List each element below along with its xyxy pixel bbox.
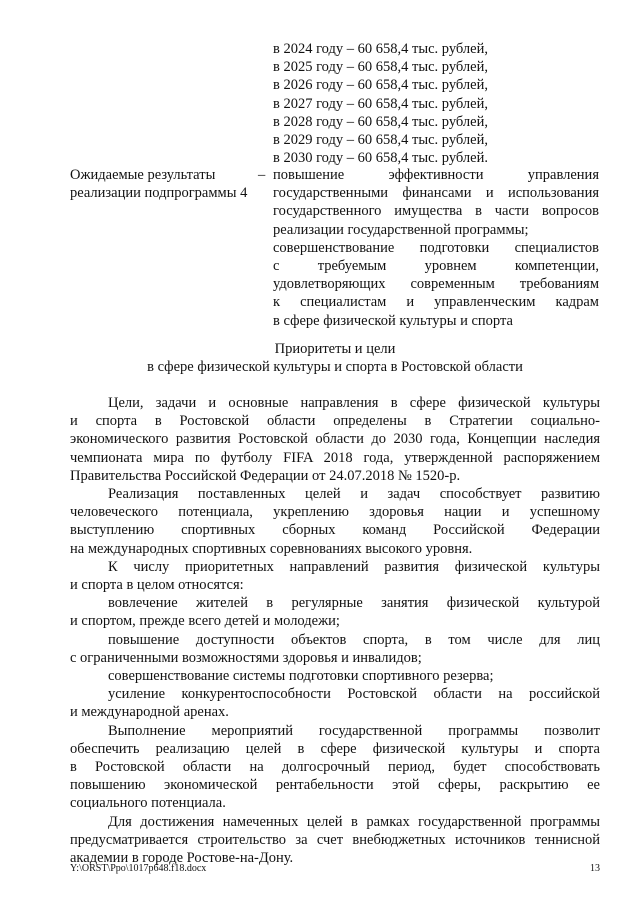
funding-line: в 2030 году – 60 658,4 тыс. рублей. <box>273 150 488 167</box>
funding-line: в 2027 году – 60 658,4 тыс. рублей, <box>273 95 488 112</box>
paragraph: Для достижения намеченных целей в рамках государственной программы предусматривается строительство за счет внебюджетных источников теннисной академии в городе Ростове-на-Дону. <box>70 813 600 867</box>
results-dash: – <box>258 167 266 183</box>
paragraph: Цели, задачи и основные направления в сфере физической культуры и спорта в Ростовской области определены в Стратегии социально- экономического развития Ростовской области до 2030 года, Концепции наследия чемпионата мира по футболу FIFA 2018 года, утвержденной распоряжением Правительства Российской Федерации от 24.07.2018 № 1520-р. <box>70 395 600 484</box>
funding-line: в 2026 году – 60 658,4 тыс. рублей, <box>273 77 488 94</box>
page-footer <box>70 863 600 875</box>
paragraph: совершенствование системы подготовки спортивного резерва; <box>108 668 494 685</box>
paragraph: Реализация поставленных целей и задач способствует развитию человеческого потенциала, укреплению здоровья нации и успешному выступлению спортивных сборных команд Российской Федерации на международных спортивных соревнованиях высокого уровня. <box>70 486 600 557</box>
body-text <box>70 394 600 867</box>
funding-list <box>273 40 488 167</box>
funding-line: в 2029 году – 60 658,4 тыс. рублей, <box>273 132 488 149</box>
paragraph: усиление конкурентоспособности Ростовской области на российской и международной аренах. <box>70 686 600 721</box>
funding-line: в 2024 году – 60 658,4 тыс. рублей, <box>273 41 488 57</box>
paragraph: Выполнение мероприятий государственной программы позволит обеспечить реализацию целей в сфере физической культуры и спорта в Ростовской области на долгосрочный период, будет способствовать повышению экономической рентабельности этой сферы, раскрытию ее социального потенциала. <box>70 722 600 812</box>
results-label: Ожидаемые результаты реализации подпрограммы 4 <box>70 167 248 202</box>
results-item-2: совершенствование подготовки специалистов с требуемым уровнем компетенции, удовлетворяющих современным требованиям к специалистам и управленческим кадрам в сфере физической культуры и спорта <box>273 239 599 329</box>
funding-line: в 2028 году – 60 658,4 тыс. рублей, <box>273 113 488 130</box>
paragraph: К числу приоритетных направлений развития физической культуры и спорта в целом относятся: <box>70 558 600 594</box>
file-path: Y:\ORST\Ppo\1017p648.f18.docx <box>70 863 207 874</box>
page-number: 13 <box>590 863 600 874</box>
paragraph: вовлечение жителей в регулярные занятия физической культурой и спортом, прежде всего детей и молодежи; <box>70 595 600 630</box>
results-item-1: повышение эффективности управления государственными финансами и использования государственного имущества в части вопросов реализации государственной программы; <box>273 167 599 238</box>
results-body <box>273 166 599 330</box>
section-title: Приоритеты и цели в сфере физической культуры и спорта в Ростовской области <box>147 341 523 376</box>
funding-line: в 2025 году – 60 658,4 тыс. рублей, <box>273 59 488 76</box>
paragraph: повышение доступности объектов спорта, в том числе для лиц с ограниченными возможностями здоровья и инвалидов; <box>70 631 600 666</box>
